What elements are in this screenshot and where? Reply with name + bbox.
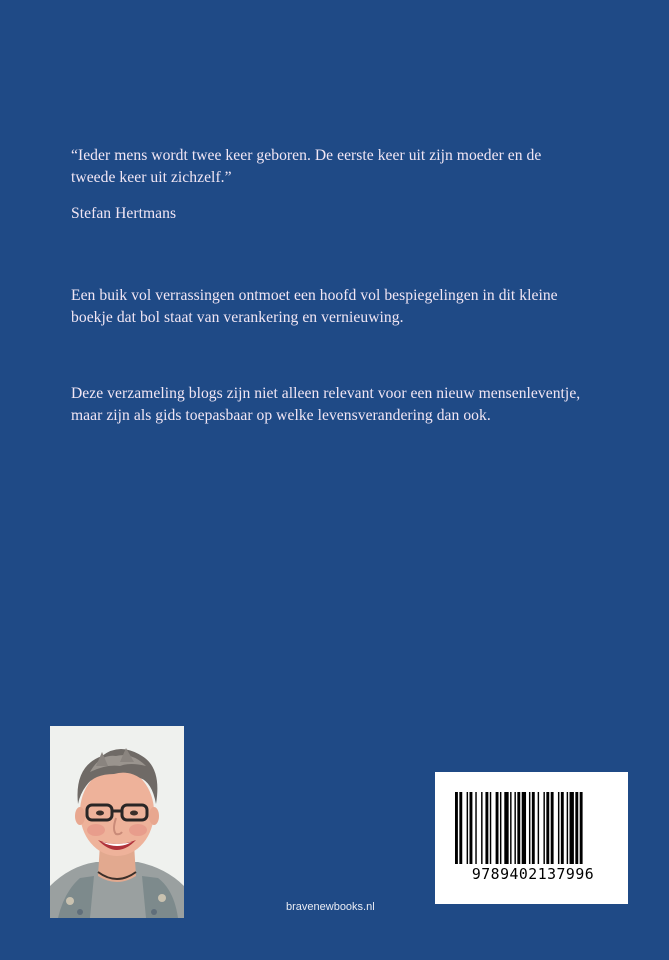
publisher-url: bravenewbooks.nl: [286, 901, 375, 913]
quote-author: Stefan Hertmans: [71, 205, 177, 222]
blurb-line: boekje dat bol staat van verankering en vernieuwing.: [71, 309, 404, 326]
quote: [71, 145, 631, 189]
blurb-paragraph-2: [71, 383, 631, 427]
barcode-bar: [570, 792, 574, 864]
barcode-bar: [455, 792, 458, 864]
barcode-bar: [543, 792, 544, 864]
barcode-bar: [481, 792, 482, 864]
blurb-line: maar zijn als gids toepasbaar op welke levensverandering dan ook.: [71, 407, 491, 424]
barcode-bar: [567, 792, 568, 864]
blurb-line: Een buik vol verrassingen ontmoet een hoofd vol bespiegelingen in dit kleine: [71, 287, 558, 304]
barcode-bar: [580, 792, 583, 864]
barcode-bar: [514, 792, 515, 864]
barcode-bar: [522, 792, 526, 864]
isbn-barcode: [435, 772, 628, 904]
barcode-bar: [575, 792, 578, 864]
barcode-bar: [551, 792, 554, 864]
barcode-bar: [475, 792, 476, 864]
barcode-bar: [467, 792, 468, 864]
barcode-bar: [485, 792, 488, 864]
blurb-paragraph-1: [71, 285, 631, 329]
barcode-bar: [459, 792, 462, 864]
barcode-bars: [455, 792, 611, 864]
barcode-bar: [529, 792, 530, 864]
quote-line: tweede keer uit zichzelf.”: [71, 169, 232, 186]
barcode-bar: [490, 792, 491, 864]
barcode-bar: [561, 792, 564, 864]
barcode-bar: [546, 792, 549, 864]
barcode-bar: [517, 792, 520, 864]
barcode-bar: [510, 792, 511, 864]
barcode-bar: [470, 792, 473, 864]
barcode-bar: [532, 792, 535, 864]
blurb-line: Deze verzameling blogs zijn niet alleen relevant voor een nieuw mensenleventje,: [71, 385, 581, 402]
isbn-number: 9789402137996: [471, 866, 595, 883]
barcode-bar: [538, 792, 539, 864]
quote-line: “Ieder mens wordt twee keer geboren. De eerste keer uit zijn moeder en de: [71, 147, 542, 164]
barcode-bar: [496, 792, 499, 864]
barcode-bar: [558, 792, 559, 864]
author-photo: [50, 726, 184, 918]
barcode-bar: [504, 792, 508, 864]
barcode-bar: [500, 792, 501, 864]
